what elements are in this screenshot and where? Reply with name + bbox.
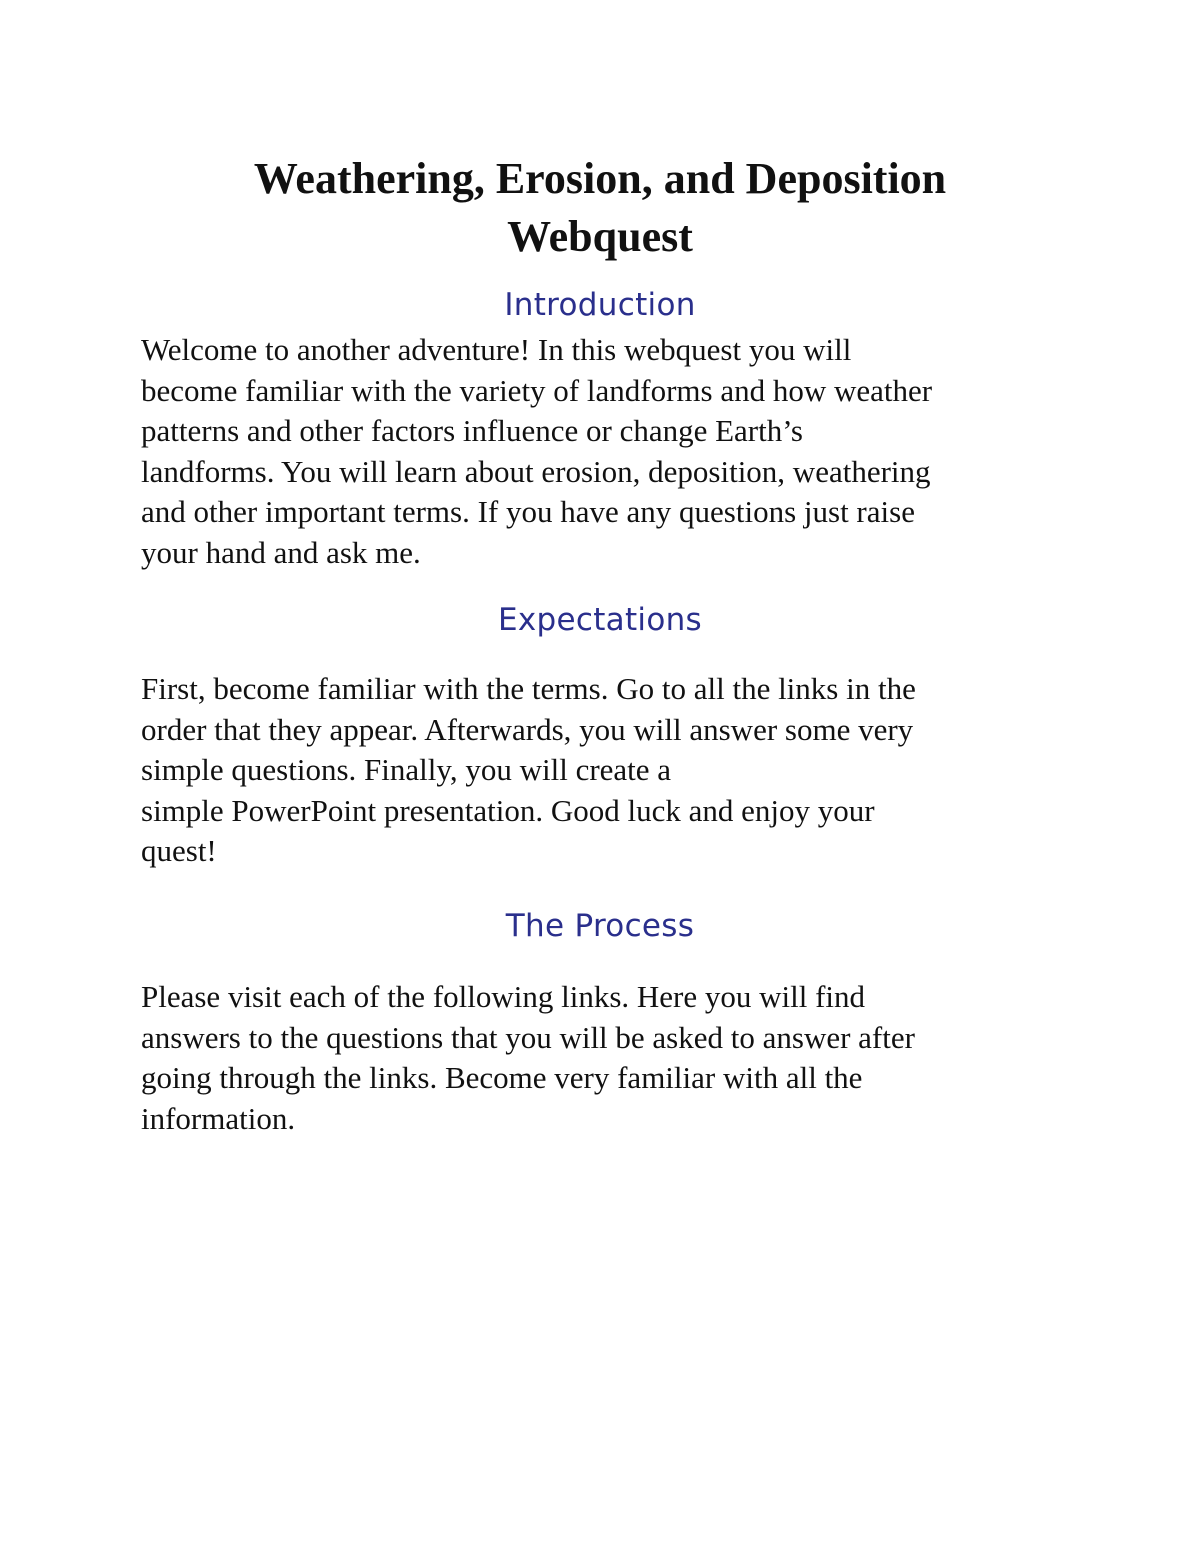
text-line: going through the links. Become very familiar with all the	[141, 1060, 863, 1095]
text-line: information.	[141, 1100, 296, 1136]
text-line: Welcome to another adventure! In this webquest you will	[141, 332, 852, 367]
text-line: First, become familiar with the terms. Go to all the links in the	[141, 671, 916, 706]
section-body-the-process	[141, 977, 1071, 1139]
text-line: simple questions. Finally, you will create a	[141, 752, 672, 787]
text-line: order that they appear. Afterwards, you will answer some very	[141, 711, 914, 747]
section-heading-expectations: Expectations	[497, 602, 702, 638]
section-heading-the-process: The Process	[505, 908, 695, 944]
section-body-expectations	[141, 669, 1071, 872]
text-line: Please visit each of the following links. Here you will find	[141, 979, 866, 1014]
text-line: become familiar with the variety of landforms and how weather	[141, 372, 933, 408]
text-line: landforms. You will learn about erosion, deposition, weathering	[141, 453, 931, 489]
text-line: your hand and ask me.	[141, 534, 421, 570]
text-line: and other important terms. If you have any questions just raise	[141, 494, 915, 529]
section-body-introduction	[141, 330, 1071, 573]
text-line: answers to the questions that you will be asked to answer after	[141, 1019, 915, 1055]
text-line: patterns and other factors influence or change Earth’s	[141, 413, 803, 448]
text-line: simple PowerPoint presentation. Good luck and enjoy your	[141, 792, 875, 828]
title-line-2: Webquest	[507, 212, 693, 261]
title-line-1: Weathering, Erosion, and Deposition	[253, 154, 947, 203]
page-title	[0, 150, 1200, 266]
text-line: quest!	[141, 833, 217, 868]
section-heading-introduction: Introduction	[504, 287, 696, 323]
